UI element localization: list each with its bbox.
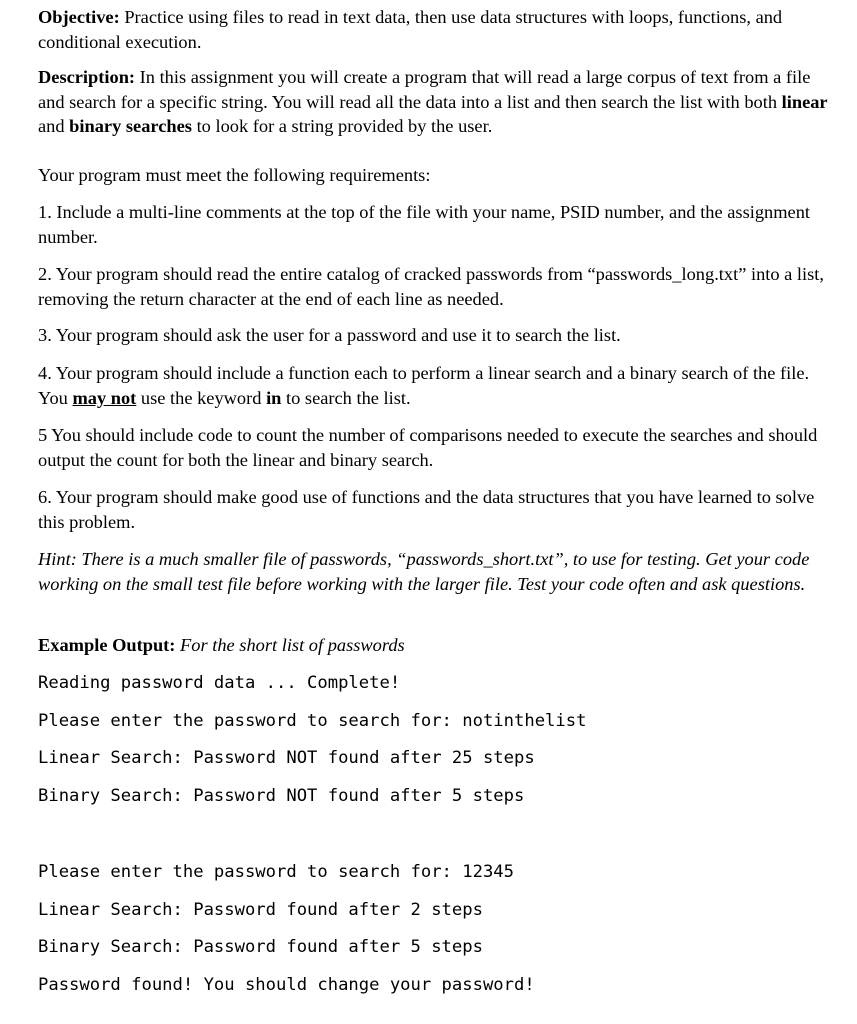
hint-text: Hint: There is a much smaller file of passwords, “passwords_short.txt”, to use for testing. Get your code working on the small test file before working with the larger file. Test your code often and ask questions. <box>38 549 810 594</box>
requirement-1: 1. Include a multi-line comments at the top of the file with your name, PSID number, and the assignment number. <box>38 202 811 247</box>
output-line-1: Reading password data ... Complete! <box>38 673 401 693</box>
output-line-7: Binary Search: Password found after 5 steps <box>38 937 483 957</box>
objective-text: Practice using files to read in text data, then use data structures with loops, functions, and conditional execution. <box>38 7 783 52</box>
requirement-6: 6. Your program should make good use of functions and the data structures that you have learned to solve this problem. <box>38 487 815 532</box>
requirement-4-may-not: may not <box>72 387 137 408</box>
description-text-a: In this assignment you will create a program that will read a large corpus of text from a file and search for a specific string. You will read all the data into a list and then search the list with both <box>38 67 811 112</box>
example-output-heading <box>38 633 828 658</box>
output-line-3: Linear Search: Password NOT found after 25 steps <box>38 748 535 768</box>
output-line-8: Password found! You should change your password! <box>38 975 535 995</box>
output-line-4: Binary Search: Password NOT found after 5 steps <box>38 786 525 806</box>
description-text-b: to look for a string provided by the user. <box>196 116 493 136</box>
objective-paragraph <box>38 5 828 54</box>
output-line-6: Linear Search: Password found after 2 steps <box>38 900 483 920</box>
requirement-2: 2. Your program should read the entire catalog of cracked passwords from “passwords_long.txt” into a list, removing the return character at the end of each line as needed. <box>38 264 825 309</box>
requirement-4-text-c: to search the list. <box>286 387 411 408</box>
requirement-3: 3. Your program should ask the user for a password and use it to search the list. <box>38 325 621 345</box>
requirement-4-text-b: use the keyword <box>140 387 262 408</box>
hint-paragraph <box>38 547 828 596</box>
output-line-2: Please enter the password to search for: notinthelist <box>38 711 587 731</box>
requirements-intro: Your program must meet the following requirements: <box>38 165 431 185</box>
description-label: Description: <box>38 67 136 87</box>
example-output-label: Example Output: <box>38 635 176 655</box>
description-bold-binary: binary searches <box>69 116 192 136</box>
description-paragraph <box>38 65 828 139</box>
description-bold-linear: linear <box>781 91 828 112</box>
objective-label: Objective: <box>38 7 120 27</box>
requirement-4 <box>38 361 828 410</box>
requirement-4-text-a: 4. Your program should include a function each to perform a linear search and a binary search of the file. You <box>38 363 810 408</box>
example-output-caption: For the short list of passwords <box>180 635 405 655</box>
requirement-5: 5 You should include code to count the number of comparisons needed to execute the searches and should output the count for both the linear and binary search. <box>38 425 818 470</box>
description-text-and: and <box>38 116 65 136</box>
output-line-5: Please enter the password to search for: 12345 <box>38 862 514 882</box>
requirement-4-keyword-in: in <box>266 387 282 408</box>
